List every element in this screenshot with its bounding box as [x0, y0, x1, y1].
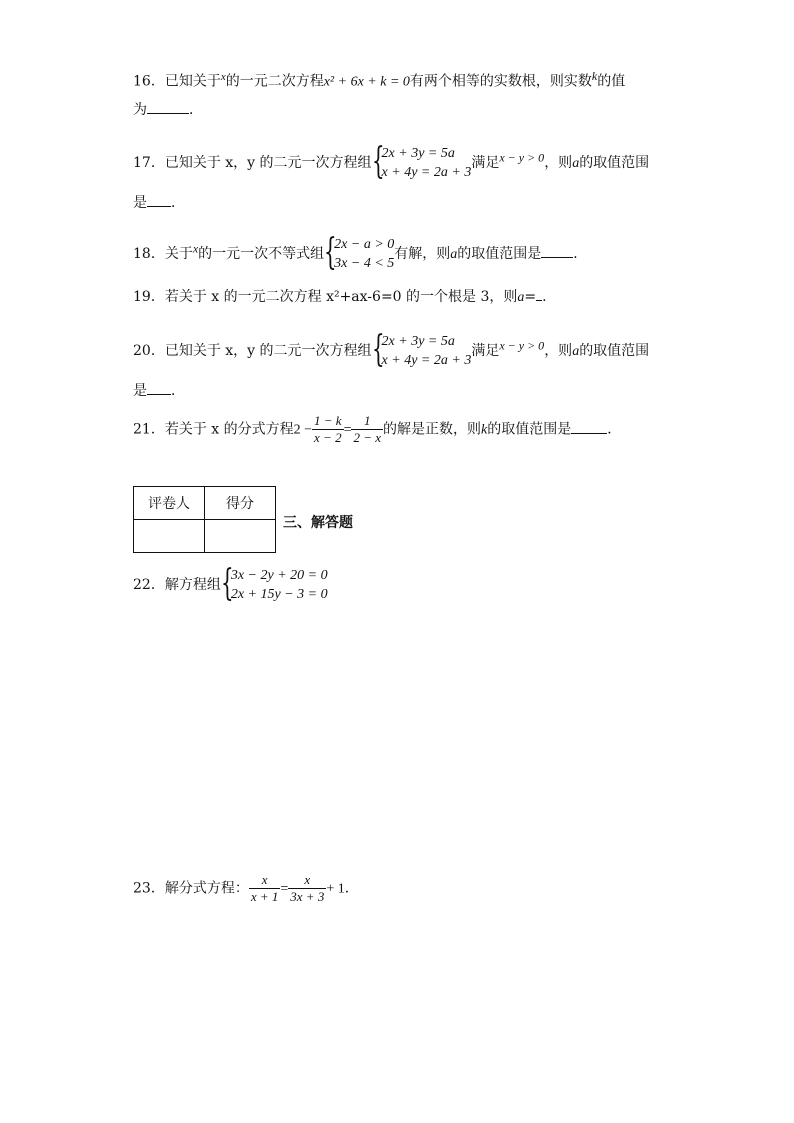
q19-end: . — [542, 289, 547, 305]
q20-text-4: 的取值范围 — [579, 343, 650, 359]
q21-text-1: 若关于 x 的分式方程 — [164, 421, 294, 438]
q20-system — [371, 329, 472, 370]
section-heading: 三、解答题 — [283, 515, 353, 531]
q20-answer-blank[interactable] — [147, 380, 171, 395]
q23-text-1: 解分式方程： — [164, 880, 249, 897]
question-23 — [133, 872, 359, 905]
q17-var-a: a — [572, 156, 580, 171]
q16-text-1: 已知关于 — [164, 73, 221, 90]
q23-f1-numerator: x — [261, 872, 268, 887]
q23-equals: = — [280, 881, 289, 897]
q18-answer-blank[interactable] — [541, 243, 573, 258]
q22-number: 22． — [133, 577, 165, 593]
q20-condition: x − y > 0 — [499, 338, 545, 353]
q17-text-3: ，则 — [544, 155, 573, 171]
q20-text-3: ，则 — [544, 343, 573, 359]
q21-fraction-1 — [312, 413, 344, 446]
q18-var-x: x — [192, 241, 199, 256]
q16-equation: x² + 6x + k = 0 — [323, 74, 410, 90]
q20-text-5: 是 — [133, 383, 147, 399]
q20-text-1: 已知关于 x，y 的二元一次方程组 — [164, 343, 372, 359]
q20-number: 20． — [133, 343, 165, 359]
q23-f2-numerator: x — [304, 872, 311, 887]
question-21 — [133, 413, 621, 446]
q17-answer-blank[interactable] — [147, 192, 171, 207]
q17-text-5: 是 — [133, 195, 147, 211]
q16-var-x: x — [220, 71, 226, 83]
q20-var-a: a — [572, 344, 580, 359]
score-table-score-cell[interactable] — [205, 520, 276, 553]
q18-var-a: a — [450, 247, 458, 262]
q17-text-4: 的取值范围 — [579, 155, 650, 171]
q20-row-2: x + 4y = 2a + 3 — [381, 353, 472, 368]
q21-lhs: 2 − — [293, 422, 313, 438]
q18-system — [324, 232, 395, 273]
q17-condition: x − y > 0 — [499, 150, 545, 165]
question-20-cont — [133, 380, 185, 401]
q16-end: ． — [189, 102, 203, 118]
q23-f2-denominator: 3x + 3 — [290, 889, 325, 904]
q21-text-3: 的取值范围是 — [487, 421, 572, 438]
brace-icon: { — [220, 563, 234, 604]
q23-fraction-1 — [249, 872, 281, 905]
q21-f1-numerator: 1 − k — [314, 413, 342, 428]
q17-end: ． — [171, 195, 185, 211]
score-table-grader-header: 评卷人 — [134, 487, 205, 520]
q19-text-2: = — [524, 289, 537, 305]
q23-fraction-2 — [288, 872, 326, 905]
q16-text-5: 为 — [133, 102, 147, 118]
q18-row-1: 2x − a > 0 — [334, 237, 395, 252]
brace-icon: { — [324, 232, 337, 273]
q21-end: ． — [607, 421, 622, 438]
q17-row-2: x + 4y = 2a + 3 — [381, 165, 472, 180]
q16-answer-blank[interactable] — [147, 99, 189, 114]
q18-text-4: 的取值范围是 — [457, 246, 542, 262]
q21-equals: = — [343, 422, 352, 438]
q16-var-k: k — [591, 69, 598, 83]
q17-text-1: 已知关于 x，y 的二元一次方程组 — [164, 155, 372, 171]
question-22 — [133, 563, 328, 604]
q17-system — [371, 141, 472, 182]
q18-text-1: 关于 — [164, 246, 193, 262]
q18-row-2: 3x − 4 < 5 — [334, 256, 395, 271]
q19-var-a: a — [517, 290, 525, 305]
q21-var-k: k — [481, 422, 488, 438]
q19-number: 19． — [133, 289, 165, 305]
question-16-cont — [133, 99, 203, 120]
q19-text-1: 若关于 x 的一元二次方程 x²+ax-6=0 的一个根是 3，则 — [164, 289, 518, 305]
question-16 — [133, 66, 625, 93]
q21-answer-blank[interactable] — [571, 419, 607, 434]
question-19 — [133, 286, 547, 308]
score-table-score-header: 得分 — [205, 487, 276, 520]
q22-row-1: 3x − 2y + 20 = 0 — [230, 568, 328, 583]
q22-text-1: 解方程组 — [164, 577, 221, 593]
q21-f2-numerator: 1 — [364, 413, 371, 428]
brace-icon: { — [371, 141, 385, 182]
q21-f1-denominator: x − 2 — [314, 430, 342, 445]
q21-fraction-2 — [351, 413, 383, 446]
q18-text-3: 有解，则 — [394, 246, 451, 262]
q16-text-2: 的一元二次方程 — [225, 73, 324, 90]
q16-text-4: 的值 — [597, 73, 626, 90]
q18-number: 18． — [133, 246, 165, 262]
q22-row-2: 2x + 15y − 3 = 0 — [230, 587, 328, 602]
q23-number: 23． — [133, 880, 165, 897]
score-table — [133, 486, 276, 553]
q23-end: ． — [344, 880, 359, 897]
q20-text-2: 满足 — [471, 343, 500, 359]
score-table-grader-cell[interactable] — [134, 520, 205, 553]
question-17-cont — [133, 192, 185, 213]
q17-number: 17． — [133, 155, 165, 171]
q16-number: 16． — [133, 73, 165, 90]
q17-text-2: 满足 — [471, 155, 500, 171]
question-20 — [133, 329, 650, 370]
q18-end: ． — [573, 246, 588, 262]
q23-plus-one: + 1 — [326, 881, 345, 897]
question-17 — [133, 141, 650, 182]
q20-end: ． — [171, 383, 185, 399]
brace-icon: { — [371, 329, 385, 370]
q20-row-1: 2x + 3y = 5a — [381, 334, 455, 349]
q17-row-1: 2x + 3y = 5a — [381, 146, 455, 161]
question-18 — [133, 232, 588, 273]
q21-f2-denominator: 2 − x — [353, 430, 382, 445]
q21-text-2: 的解是正数，则 — [383, 421, 482, 438]
q22-system — [220, 563, 328, 604]
q21-number: 21． — [133, 421, 165, 438]
q16-text-3: 有两个相等的实数根，则实数 — [409, 73, 592, 90]
q23-f1-denominator: x + 1 — [250, 889, 279, 904]
q18-text-2: 的一元一次不等式组 — [198, 246, 325, 262]
